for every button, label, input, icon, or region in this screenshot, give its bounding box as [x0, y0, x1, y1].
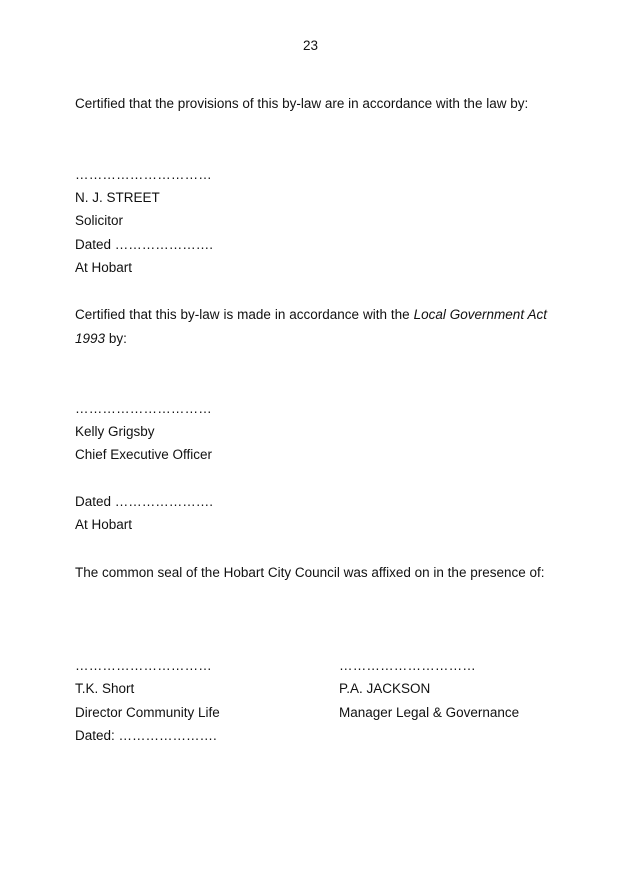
solicitor-location: At Hobart	[75, 260, 133, 275]
ceo-dated: Dated ………………….	[75, 494, 214, 509]
solicitor-role: Solicitor	[75, 213, 124, 228]
solicitor-name: N. J. STREET	[75, 190, 160, 205]
ceo-certification-part1: Certified that this by-law is made in accordance with the	[75, 307, 410, 322]
solicitor-signature-line: …………………………	[75, 167, 212, 182]
seal-text: The common seal of the Hobart City Council was affixed on in the presence of:	[75, 565, 545, 580]
solicitor-dated: Dated ………………….	[75, 237, 214, 252]
ceo-name: Kelly Grigsby	[75, 424, 155, 439]
page-number: 23	[303, 38, 319, 53]
ceo-certification-act: Local Government Act 1993	[75, 307, 547, 346]
ceo-signature-line: …………………………	[75, 401, 212, 416]
left-signature-line: …………………………	[75, 658, 212, 673]
right-signatory-role: Manager Legal & Governance	[339, 705, 520, 720]
left-signatory-dated: Dated: ………………….	[75, 728, 217, 743]
ceo-certification-text	[75, 303, 547, 350]
left-signatory-role: Director Community Life	[75, 705, 220, 720]
right-signature-line: …………………………	[339, 658, 476, 673]
ceo-location: At Hobart	[75, 517, 133, 532]
ceo-role: Chief Executive Officer	[75, 447, 213, 462]
left-signatory-name: T.K. Short	[75, 681, 135, 696]
solicitor-certification-text: Certified that the provisions of this by-law are in accordance with the law by:	[75, 96, 529, 111]
ceo-certification-part2: by:	[108, 330, 127, 346]
right-signatory-name: P.A. JACKSON	[339, 681, 431, 696]
